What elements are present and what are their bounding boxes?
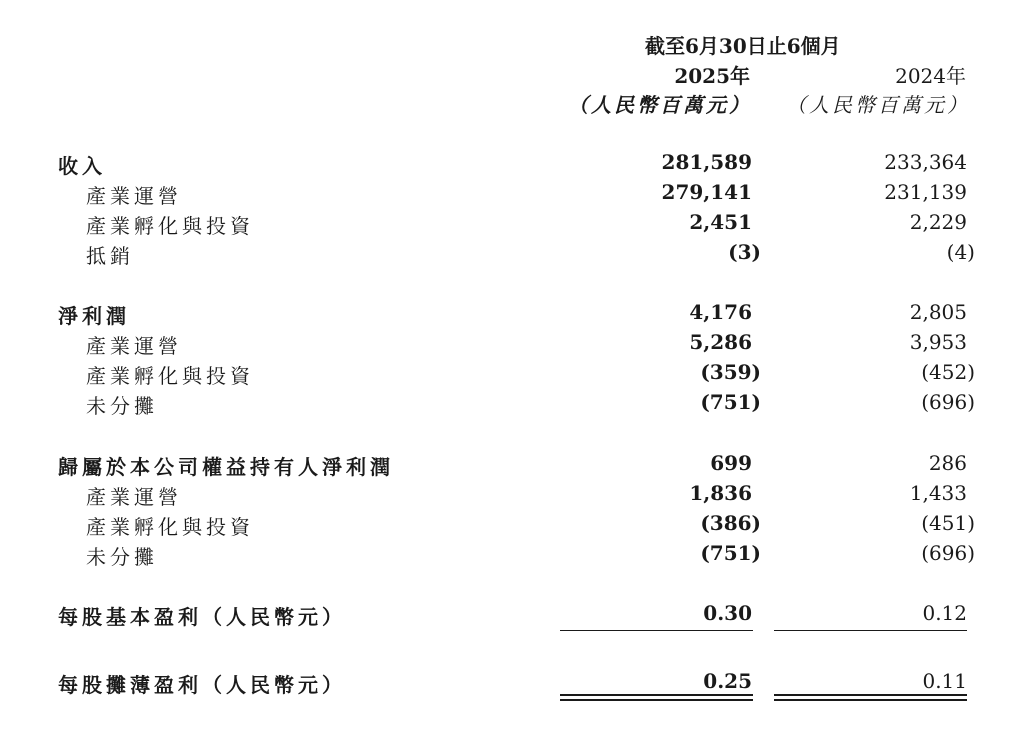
revenue-incubation-investment-row: [0, 210, 1024, 240]
value-2025: 2,451: [689, 210, 752, 234]
value-2025: (3): [728, 240, 761, 264]
row-label: 產業孵化與投資: [86, 364, 254, 388]
value-2025: 281,589: [661, 150, 752, 174]
row-label: 產業運營: [86, 334, 182, 358]
value-2025: 699: [710, 451, 752, 475]
value-2025: 4,176: [689, 300, 752, 324]
value-2025: 5,286: [689, 330, 752, 354]
value-2025: 279,141: [661, 180, 752, 204]
period-heading-text: 截至6月30日止6個月: [645, 34, 841, 58]
value-2025: (751): [700, 541, 761, 565]
value-2025: (359): [700, 360, 761, 384]
net-profit-row: [0, 300, 1024, 330]
value-2025: (751): [700, 390, 761, 414]
year-2025-heading: 2025年: [674, 64, 750, 88]
value-2024: 233,364: [884, 150, 967, 174]
subtotal-rule-2025: [560, 630, 753, 631]
unit-2025-heading: （人民幣百萬元）: [568, 93, 752, 117]
row-label: 未分攤: [86, 394, 158, 418]
attributable-profit-row: [0, 451, 1024, 481]
value-2024: 3,953: [909, 330, 967, 354]
attributable-industry-operations-row: [0, 481, 1024, 511]
value-2024: (696): [921, 541, 975, 565]
row-label: 產業孵化與投資: [86, 515, 254, 539]
value-2024: 286: [928, 451, 967, 475]
revenue-industry-operations-row: [0, 180, 1024, 210]
revenue-row: [0, 150, 1024, 180]
row-label: 收入: [58, 154, 106, 178]
value-2024: (452): [921, 360, 975, 384]
net-profit-unallocated-row: [0, 390, 1024, 420]
eps-basic-row: [0, 601, 1024, 631]
value-2025: 0.25: [703, 669, 752, 693]
value-2025: 1,836: [689, 481, 752, 505]
row-label: 歸屬於本公司權益持有人淨利潤: [58, 455, 394, 479]
value-2025: 0.30: [703, 601, 752, 625]
row-label: 產業運營: [86, 184, 182, 208]
total-double-rule-2024: [774, 694, 967, 701]
value-2024: 2,229: [909, 210, 967, 234]
total-double-rule-2025: [560, 694, 753, 701]
value-2024: 0.12: [922, 601, 967, 625]
row-label: 抵銷: [86, 244, 134, 268]
net-profit-incubation-investment-row: [0, 360, 1024, 390]
attributable-unallocated-row: [0, 541, 1024, 571]
row-label: 每股基本盈利（人民幣元）: [58, 605, 346, 629]
row-label: 產業運營: [86, 485, 182, 509]
net-profit-industry-operations-row: [0, 330, 1024, 360]
value-2024: 0.11: [922, 669, 967, 693]
value-2024: (4): [946, 240, 975, 264]
value-2024: 1,433: [909, 481, 967, 505]
value-2024: (451): [921, 511, 975, 535]
value-2024: 2,805: [909, 300, 967, 324]
row-label: 未分攤: [86, 545, 158, 569]
value-2025: (386): [700, 511, 761, 535]
year-2024-heading: 2024年: [895, 64, 966, 88]
subtotal-rule-2024: [774, 630, 967, 631]
row-label: 產業孵化與投資: [86, 214, 254, 238]
row-label: 淨利潤: [58, 304, 130, 328]
row-label: 每股攤薄盈利（人民幣元）: [58, 673, 346, 697]
revenue-elimination-row: [0, 240, 1024, 270]
value-2024: (696): [921, 390, 975, 414]
unit-2024-heading: （人民幣百萬元）: [786, 93, 970, 117]
attributable-incubation-investment-row: [0, 511, 1024, 541]
value-2024: 231,139: [884, 180, 967, 204]
